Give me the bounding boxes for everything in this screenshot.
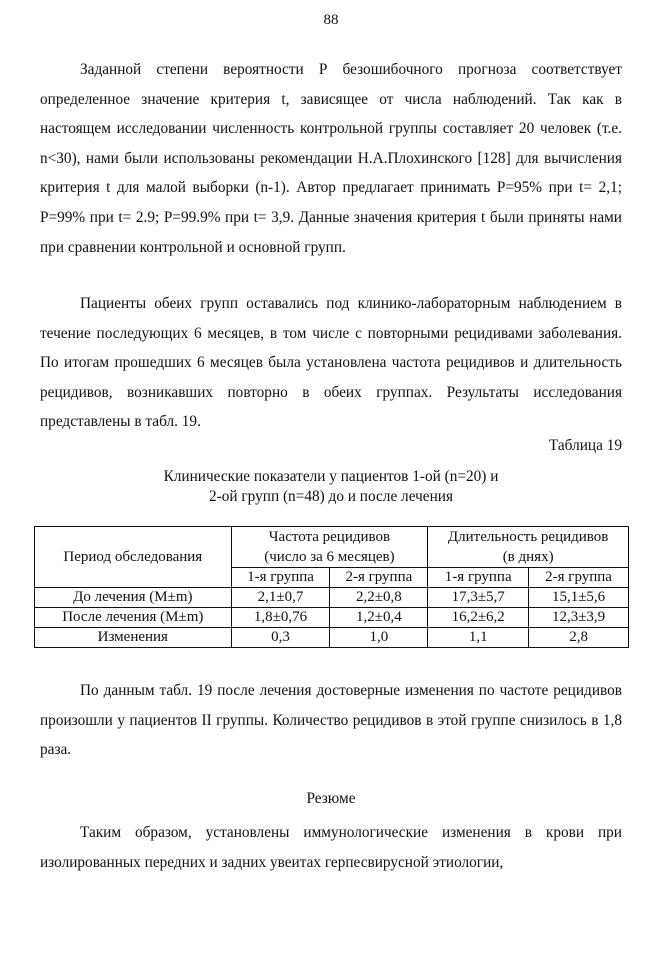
cell-dur-group1: 17,3±5,7: [428, 588, 529, 608]
header-frequency-line1: Частота рецидивов: [268, 529, 391, 545]
header-duration-line1: Длительность рецидивов: [447, 529, 609, 545]
cell-dur-group2: 15,1±5,6: [529, 588, 629, 608]
header-duration: [428, 527, 629, 568]
cell-freq-group2: 1,0: [330, 628, 428, 648]
header-dur-group1: 1-я группа: [428, 568, 529, 588]
paragraph-table-findings: По данным табл. 19 после лечения достоверные изменения по частоте рецидивов произошли у пациентов II группы. Количество рецидивов в этой группе снизилось в 1,8 раза.: [40, 682, 622, 759]
cell-dur-group1: 1,1: [428, 628, 529, 648]
header-freq-group1: 1-я группа: [231, 568, 330, 588]
paragraph-observation: Пациенты обеих групп оставались под клинико-лабораторным наблюдением в течение последующих 6 месяцев, в том числе с повторными рецидивами заболевания. По итогам прошедших 6 месяцев была установлена частота рецидивов и длительность рецидивов, возникавших повторно в обеих группах. Результаты исследования представлены в табл. 19.: [40, 295, 622, 431]
header-period: Период обследования: [35, 527, 232, 588]
cell-dur-group2: 12,3±3,9: [529, 608, 629, 628]
cell-freq-group2: 2,2±0,8: [330, 588, 428, 608]
row-label: После лечения (M±m): [35, 608, 232, 628]
row-label: До лечения (M±m): [35, 588, 232, 608]
header-frequency: [231, 527, 428, 568]
results-table: [34, 526, 629, 648]
page-number: 88: [323, 12, 339, 28]
cell-freq-group1: 1,8±0,76: [231, 608, 330, 628]
paragraph-probability-criteria: Заданной степени вероятности Р безошибочного прогноза соответствует определенное значение критерия t, зависящее от числа наблюдений. Так как в настоящем исследовании численность контрольной группы составляет 20 человек (т.е. n<30), нами были использованы рекомендации Н.А.Плохинского [128] для вычисления критерия t для малой выборки (n-1). Автор предлагает принимать P=95% при t= 2,1; P=99% при t= 2.9; P=99.9% при t= 3,9. Данные значения критерия t были приняты нами при сравнении контрольной и основной групп.: [40, 61, 622, 256]
row-label: Изменения: [35, 628, 232, 648]
cell-freq-group1: 0,3: [231, 628, 330, 648]
table-row: [35, 588, 629, 608]
cell-freq-group1: 2,1±0,7: [231, 588, 330, 608]
table-caption-line1: Клинические показатели у пациентов 1-ой (n=20) и: [163, 468, 499, 485]
cell-freq-group2: 1,2±0,4: [330, 608, 428, 628]
header-duration-line2: (в днях): [502, 549, 554, 565]
paragraph-summary: Таким образом, установлены иммунологические изменения в крови при изолированных передних и задних увеитах герпесвирусной этиологии,: [40, 824, 622, 871]
resume-heading: Резюме: [306, 790, 356, 807]
header-dur-group2: 2-я группа: [529, 568, 629, 588]
header-frequency-line2: (число за 6 месяцев): [264, 549, 395, 565]
header-freq-group2: 2-я группа: [330, 568, 428, 588]
table-row: [35, 608, 629, 628]
table-caption-line2: 2-ой групп (n=48) до и после лечения: [208, 488, 453, 505]
cell-dur-group2: 2,8: [529, 628, 629, 648]
table-row: [35, 628, 629, 648]
table-label: Таблица 19: [548, 437, 622, 454]
cell-dur-group1: 16,2±6,2: [428, 608, 529, 628]
table-caption: [40, 467, 622, 507]
table-header-row: [35, 527, 629, 568]
